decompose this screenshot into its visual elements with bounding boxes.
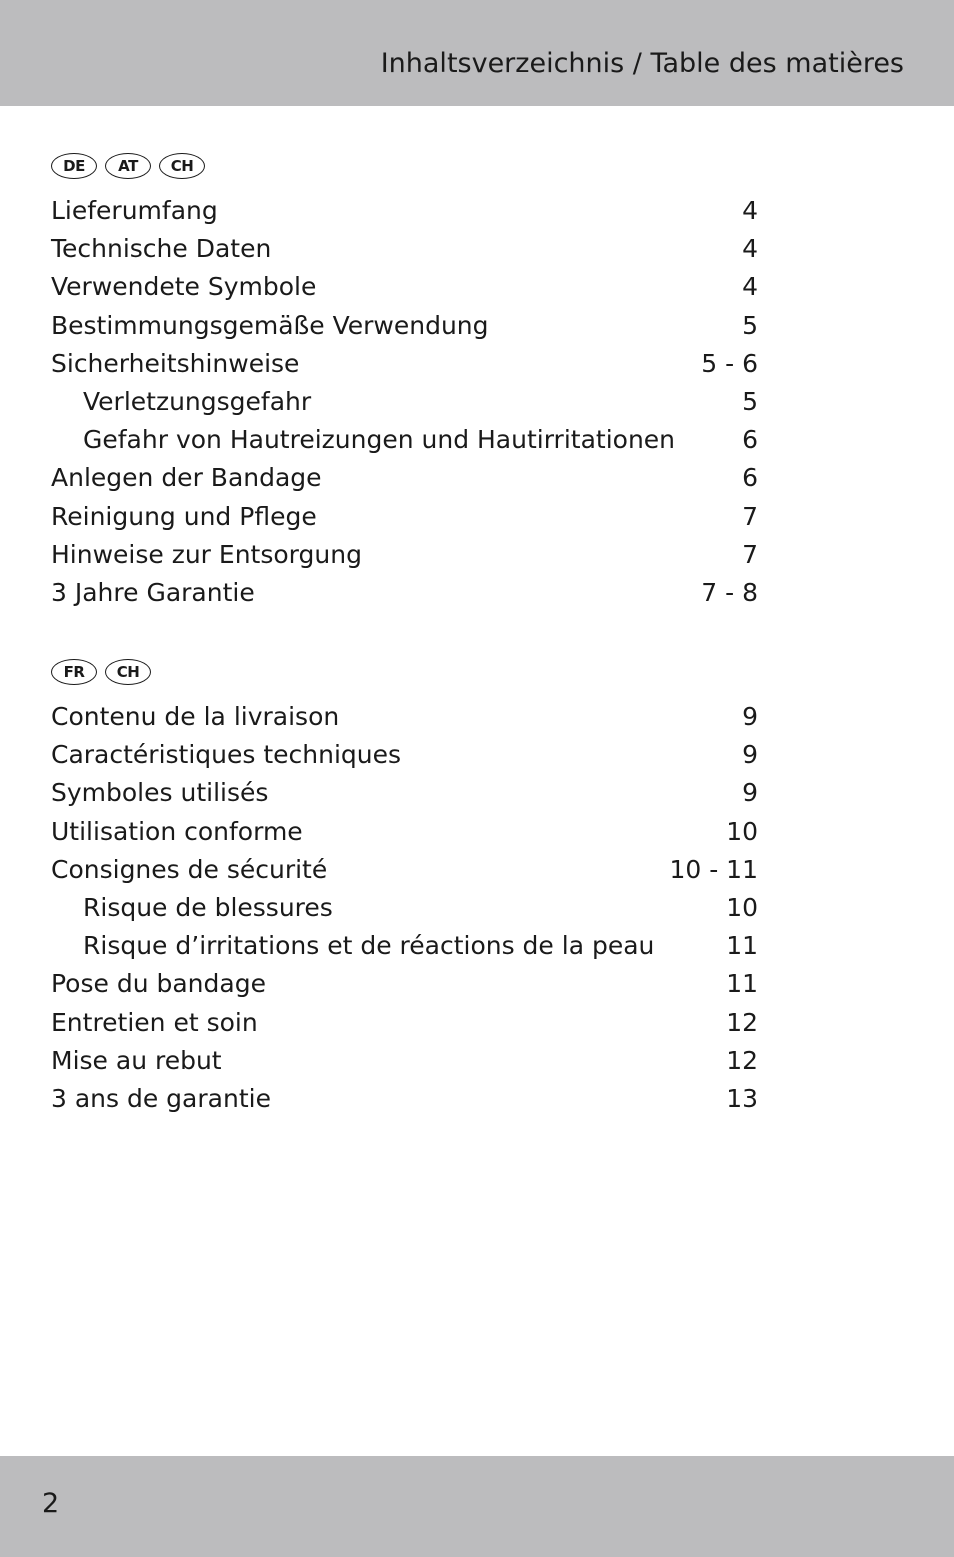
toc-entry-page: 12 bbox=[726, 1007, 758, 1037]
toc-entry-title: 3 Jahre Garantie bbox=[51, 577, 255, 607]
toc-entry-title: Anlegen der Bandage bbox=[51, 463, 322, 493]
toc-entry-title: Caractéristiques techniques bbox=[51, 740, 402, 770]
toc-entry-title: Entretien et soin bbox=[51, 1007, 258, 1037]
page-number: 2 bbox=[42, 1488, 60, 1519]
toc-entry[interactable] bbox=[51, 855, 758, 893]
toc-section-de bbox=[51, 151, 758, 616]
toc-entry-page: 4 bbox=[742, 272, 758, 302]
toc-list bbox=[51, 196, 758, 616]
toc-entry-page: 11 bbox=[726, 969, 758, 999]
toc-entry-title: Contenu de la livraison bbox=[51, 702, 340, 731]
toc-entry-page: 13 bbox=[726, 1083, 758, 1113]
toc-entry[interactable] bbox=[51, 1084, 758, 1122]
toc-subentry[interactable] bbox=[51, 387, 758, 425]
toc-entry-title: Lieferumfang bbox=[51, 196, 218, 225]
country-badge-fr: FR bbox=[51, 659, 97, 685]
toc-entry[interactable] bbox=[51, 463, 758, 501]
language-badges bbox=[51, 657, 758, 687]
toc-entry-page: 10 bbox=[726, 816, 758, 846]
footer-bar bbox=[0, 1456, 954, 1557]
toc-entry[interactable] bbox=[51, 778, 758, 816]
toc-entry[interactable] bbox=[51, 702, 758, 740]
page-title: Inhaltsverzeichnis / Table des matières bbox=[380, 48, 904, 79]
toc-entry-title: Verwendete Symbole bbox=[51, 272, 317, 302]
toc-entry-title: Risque de blessures bbox=[83, 892, 333, 922]
toc-entry-page: 5 bbox=[742, 310, 758, 340]
toc-entry[interactable] bbox=[51, 272, 758, 310]
toc-entry-page: 4 bbox=[742, 234, 758, 264]
country-badge-de: DE bbox=[51, 153, 97, 179]
toc-entry[interactable] bbox=[51, 311, 758, 349]
toc-entry[interactable] bbox=[51, 349, 758, 387]
toc-entry-title: Reinigung und Pflege bbox=[51, 501, 317, 531]
toc-entry-title: Risque d’irritations et de réactions de la peau bbox=[83, 931, 655, 961]
toc-entry[interactable] bbox=[51, 1046, 758, 1084]
toc-subentry[interactable] bbox=[51, 931, 758, 969]
toc-entry-title: Technische Daten bbox=[51, 234, 272, 264]
toc-entry-title: 3 ans de garantie bbox=[51, 1083, 271, 1113]
toc-entry[interactable] bbox=[51, 196, 758, 234]
toc-entry-page: 6 bbox=[742, 425, 758, 455]
toc-entry-page: 6 bbox=[742, 463, 758, 493]
country-badge-at: AT bbox=[105, 153, 151, 179]
toc-entry-page: 10 bbox=[726, 892, 758, 922]
toc-entry-title: Hinweise zur Entsorgung bbox=[51, 539, 362, 569]
toc-entry-title: Verletzungsgefahr bbox=[83, 386, 312, 416]
toc-entry-page: 11 bbox=[726, 931, 758, 961]
toc-entry[interactable] bbox=[51, 817, 758, 855]
toc-entry-page: 9 bbox=[742, 778, 758, 808]
toc-entry-title: Pose du bandage bbox=[51, 969, 266, 999]
toc-entry[interactable] bbox=[51, 578, 758, 616]
toc-entry-title: Utilisation conforme bbox=[51, 816, 303, 846]
language-badges bbox=[51, 151, 758, 181]
toc-subentry[interactable] bbox=[51, 425, 758, 463]
toc-list bbox=[51, 702, 758, 1122]
toc-entry-title: Mise au rebut bbox=[51, 1045, 222, 1075]
toc-entry[interactable] bbox=[51, 1008, 758, 1046]
country-badge-ch: CH bbox=[105, 659, 151, 685]
toc-subentry[interactable] bbox=[51, 893, 758, 931]
toc-entry-page: 12 bbox=[726, 1045, 758, 1075]
country-badge-ch: CH bbox=[159, 153, 205, 179]
toc-entry-page: 5 - 6 bbox=[701, 348, 758, 378]
toc-entry[interactable] bbox=[51, 502, 758, 540]
toc-entry-page: 7 bbox=[742, 539, 758, 569]
toc-entry-title: Gefahr von Hautreizungen und Hautirritationen bbox=[83, 425, 676, 455]
header-bar bbox=[0, 0, 954, 106]
toc-entry-page: 4 bbox=[742, 196, 758, 225]
toc-section-fr bbox=[51, 657, 758, 1122]
toc-entry-page: 9 bbox=[742, 740, 758, 770]
toc-entry-page: 5 bbox=[742, 386, 758, 416]
toc-entry[interactable] bbox=[51, 234, 758, 272]
toc-entry-title: Consignes de sécurité bbox=[51, 854, 328, 884]
toc-entry-page: 9 bbox=[742, 702, 758, 731]
toc-entry[interactable] bbox=[51, 969, 758, 1007]
toc-entry[interactable] bbox=[51, 740, 758, 778]
toc-entry[interactable] bbox=[51, 540, 758, 578]
toc-entry-title: Symboles utilisés bbox=[51, 778, 269, 808]
toc-entry-page: 7 - 8 bbox=[701, 577, 758, 607]
toc-entry-title: Sicherheitshinweise bbox=[51, 348, 300, 378]
toc-entry-title: Bestimmungsgemäße Verwendung bbox=[51, 310, 489, 340]
toc-entry-page: 7 bbox=[742, 501, 758, 531]
toc-entry-page: 10 - 11 bbox=[669, 854, 758, 884]
